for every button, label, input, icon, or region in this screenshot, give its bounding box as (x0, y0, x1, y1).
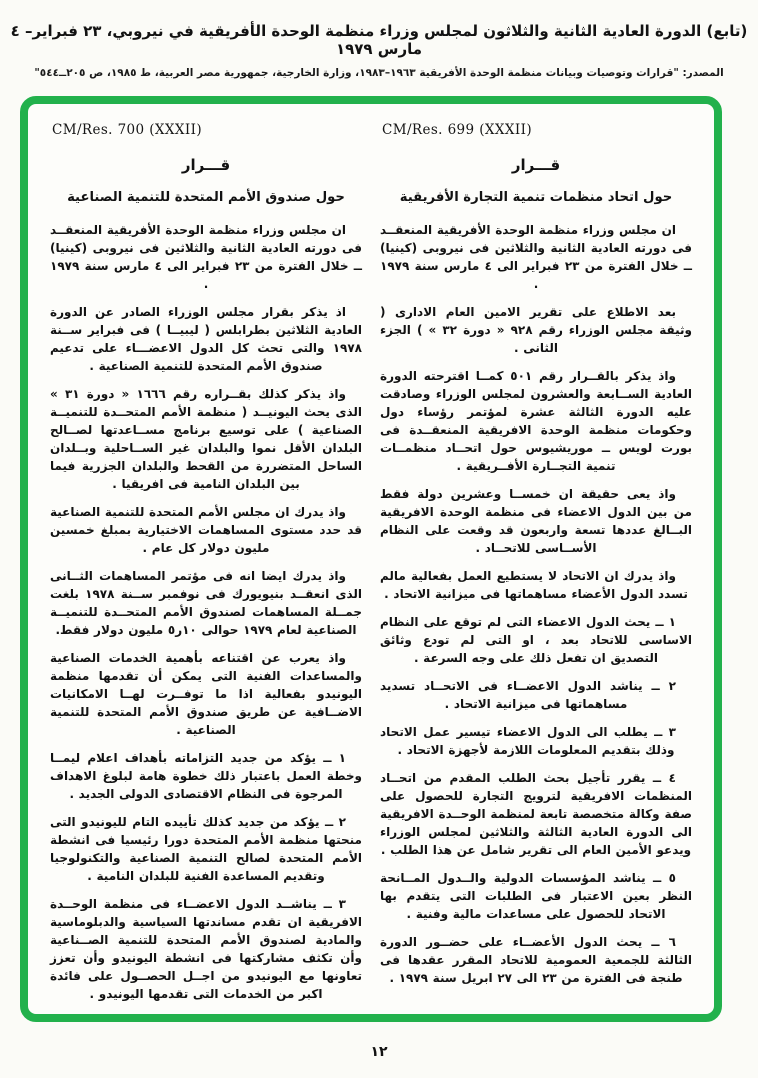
resolution-700-title: حول صندوق الأمم المتحدة للتنمية الصناعية (67, 190, 345, 205)
resolution-699-id: CM/Res. 699 (XXXII) (382, 122, 533, 138)
resolution-columns (28, 104, 714, 1014)
paragraph: ان مجلس وزراء منظمة الوحدة الأفريقية المنعقــد فى دورته العادية الثانية والثلاثين فى نيروبى (كينيا) ــ خلال الفترة من ٢٣ فبراير الى ٤ مارس سنة ١٩٧٩ . (50, 223, 362, 291)
numbered-item: ٦ ــ يحث الدول الأعضــاء على حضــور الدورة الثالثة للجمعية العمومية للاتحاد المقرر عقدها فى طنجة فى الفترة من ٢٣ الى ٢٧ ابريل سنة ١٩٧٩ . (380, 935, 692, 985)
numbered-item: ٢ ــ يناشد الدول الاعضــاء فى الاتحــاد تسديد مساهماتها فى ميزانية الاتحاد . (380, 679, 676, 711)
paragraph: واذ يدرك ان الاتحاد لا يستطيع العمل بفعالية مالم تسدد الدول الأعضاء مساهماتها فى ميزانية الاتحاد . (380, 569, 688, 601)
paragraph: اذ يذكر بقرار مجلس الوزراء الصادر عن الدورة العادية الثلاثين بطرابلس ( ليبيــا ) فى فبراير ســنة ١٩٧٨ والتى تحث كل الدول الاعضـــاء على تدعيم صندوق الأمم المتحدة للتنمية الصناعية . (50, 305, 362, 373)
paragraph: واذ يعرب عن اقتناعه بأهمية الخدمات الصناعية والمساعدات الفنية التى يمكن أن تقدمها منظمة اليونيدو بفعالية اذا ما توفــرت لهــا الامكانيات الاضــافية عن طريق صندوق الأمم المتحدة للتنمية الصناعية . (50, 651, 362, 737)
paragraph: واذ يدرك ايضا انه فى مؤتمر المساهمات الثــانى الذى انعقــد بنيويورك فى نوفمبر ســنة ١٩٧٨ بلغت جمــلة المساهمات لصندوق الأمم المتحــدة للتنميــة الصناعية لعام ١٩٧٩ حوالى ١٠ر٥ مليون دولار فقط. (50, 569, 363, 637)
numbered-item: ٥ ــ يناشد المؤسسات الدولية والــدول المــانحة النظر بعين الاعتبار فى الطلبات التى يتقدم بها الاتحاد للحصول على مساعدات مالية وفنية . (380, 871, 692, 921)
page-header (0, 22, 758, 79)
resolution-700-column (50, 118, 362, 1004)
resolution-700-kicker: قـــرار (181, 156, 231, 174)
paragraph: واذ يدرك ان مجلس الأمم المتحدة للتنمية الصناعية قد حدد مستوى المساهمات الاختيارية بمبلغ خمسين مليون دولار كل عام . (50, 505, 362, 555)
resolution-699-kicker: قـــرار (511, 156, 561, 174)
numbered-item: ١ ــ يحث الدول الاعضاء التى لم توقع على النظام الاساسى للاتحاد بعد ، او التى لم تودع وثائق التصديق ان تفعل ذلك على وجه السرعة . (380, 615, 692, 665)
paragraph: واذ يذكر كذلك بقــراره رقم ١٦٦٦ « دورة ٣١ » الذى يحث اليونيــد ( منظمة الأمم المتحــدة للتنميــة الصناعية ) على توسيع برنامج مســاعدتها لصــالح البلدان الأقل نموا والبلدان غير الســاحلية وبــلدان الساحل المتضررة من القحط والبلدان الجزرية فيما بين البلدان النامية فى افريقيا . (50, 387, 362, 491)
resolution-700-id: CM/Res. 700 (XXXII) (52, 122, 203, 138)
numbered-item: ٢ ــ يؤكد من جديد كذلك تأييده التام لليونيدو التى منحتها منظمة الأمم المتحدة دورا رئيسيا فى انشطة الأمم المتحدة لصالح التنمية الصناعية والتكنولوجيا وتقديم المساعدة الفنية للبلدان النامية . (50, 815, 362, 883)
numbered-item: ٣ ــ يطلب الى الدول الاعضاء تيسير عمل الاتحاد وذلك بتقديم المعلومات اللازمة لأجهزة الاتحاد . (380, 725, 676, 757)
green-border-frame (20, 96, 722, 1022)
source-citation: المصدر: "قرارات وتوصيات وبيانات منظمة الوحدة الأفريقية ١٩٦٣–١٩٨٣، وزارة الخارجية، جمهورية مصر العربية، ط ١٩٨٥، ص ٢٠٥ــ٥٤٤" (34, 67, 724, 79)
numbered-item: ٤ ــ يقرر تأجيل بحث الطلب المقدم من اتحــاد المنظمات الافريقية لترويج التجارة للحصول على صفة وكالة متخصصة تابعة لمنظمة الوحــدة الافريقية الى الدورة العادية الثالثة والثلاثين لمجلس الوزراء ويدعو الأمين العام الى تقرير شامل عن هذا الطلب . (380, 771, 692, 857)
page-number: ١٢ (370, 1044, 388, 1060)
session-title: (تابع) الدورة العادية الثانية والثلاثون لمجلس وزراء منظمة الوحدة الأفريقية في نيروبي، ٢٣ فبراير– ٤ مارس ١٩٧٩ (10, 22, 748, 58)
numbered-item: ١ ــ يؤكد من جديد التزاماته بأهداف اعلام ليمــا وخطة العمل باعتبار ذلك خطوة هامة لبلوغ الاهداف المرجوة فى النظام الاقتصادى الدولى الجديد . (50, 751, 362, 801)
resolution-699-column (380, 118, 692, 1004)
paragraph: واذ يذكر بالقــرار رقم ٥٠١ كمــا اقترحته الدورة العادية الســابعة والعشرون لمجلس الوزراء وصادقت عليه الدورة الثالثة عشرة لمؤتمر رؤساء دول وحكومات منظمة الوحدة الافريقية المنعقــدة فى بورت لويس ــ موريشيوس حول اتحــاد منظمــات تنمية التجــارة الأفــريقية . (380, 369, 692, 473)
paragraph: واذ يعى حقيقة ان خمســا وعشرين دولة فقط من بين الدول الاعضاء فى منظمة الوحدة الافريقية البــالغ عددها تسعة واربعون قد وقعت على النظام الأســاسى للاتحــاد . (380, 487, 692, 555)
numbered-item: ٣ ــ يناشــد الدول الاعضــاء فى منظمة الوحــدة الافريقية ان تقدم مساندتها السياسية والدبلوماسية والمادية لصندوق الأمم المتحدة للتنمية الصــناعية وأن تكثف مشاركتها فى انشطة اليونيدو وأن تعزز تعاونها مع اليونيدو من اجــل الحصــول على فائدة اكبر من الخدمات التى تقدمها اليونيدو . (50, 897, 362, 1001)
paragraph: بعد الاطلاع على تقرير الامين العام الادارى ( وثيقة مجلس الوزراء رقم ٩٢٨ « دورة ٣٢ » ) الجزء الثانى . (380, 305, 693, 355)
paragraph: ان مجلس وزراء منظمة الوحدة الأفريقية المنعقــد فى دورته العادية الثانية والثلاثين فى نيروبى (كينيا) ــ خلال الفترة من ٢٣ فبراير الى ٤ مارس سنة ١٩٧٩ . (380, 223, 692, 291)
resolution-699-title: حول اتحاد منظمات تنمية التجارة الأفريقية (399, 190, 673, 205)
